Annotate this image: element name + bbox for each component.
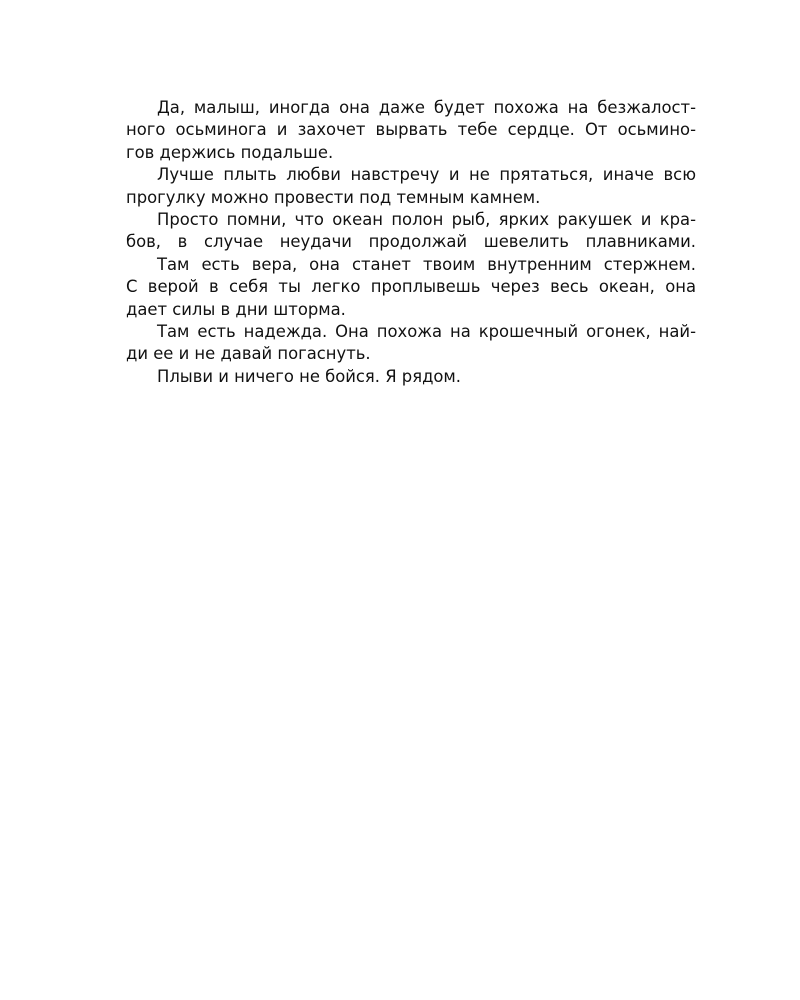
text-line: ди ее и не давай погаснуть. <box>126 344 371 364</box>
text-line: Там есть вера, она станет твоим внутренним стержнем. <box>157 254 696 274</box>
text-line: Там есть надежда. Она похожа на крошечный огонек, най- <box>157 322 696 342</box>
text-line: гов держись подальше. <box>126 142 334 162</box>
text-line: ного осьминога и захочет вырвать тебе сердце. От осьмино- <box>126 120 696 140</box>
text-line: Плыви и ничего не бойся. Я рядом. <box>157 366 462 386</box>
text-line: Да, малыш, иногда она даже будет похожа на безжалост- <box>157 98 696 117</box>
text-line: Лучше плыть любви навстречу и не прятаться, иначе всю <box>157 165 696 185</box>
text-line: бов, в случае неудачи продолжай шевелить плавниками. <box>126 232 696 252</box>
text-line: С верой в себя ты легко проплывешь через весь океан, она <box>126 277 696 297</box>
body-text <box>126 97 696 388</box>
text-line: Просто помни, что океан полон рыб, ярких ракушек и кра- <box>157 210 696 230</box>
text-line: дает силы в дни шторма. <box>126 299 346 319</box>
text-line: прогулку можно провести под темным камнем. <box>126 187 541 207</box>
